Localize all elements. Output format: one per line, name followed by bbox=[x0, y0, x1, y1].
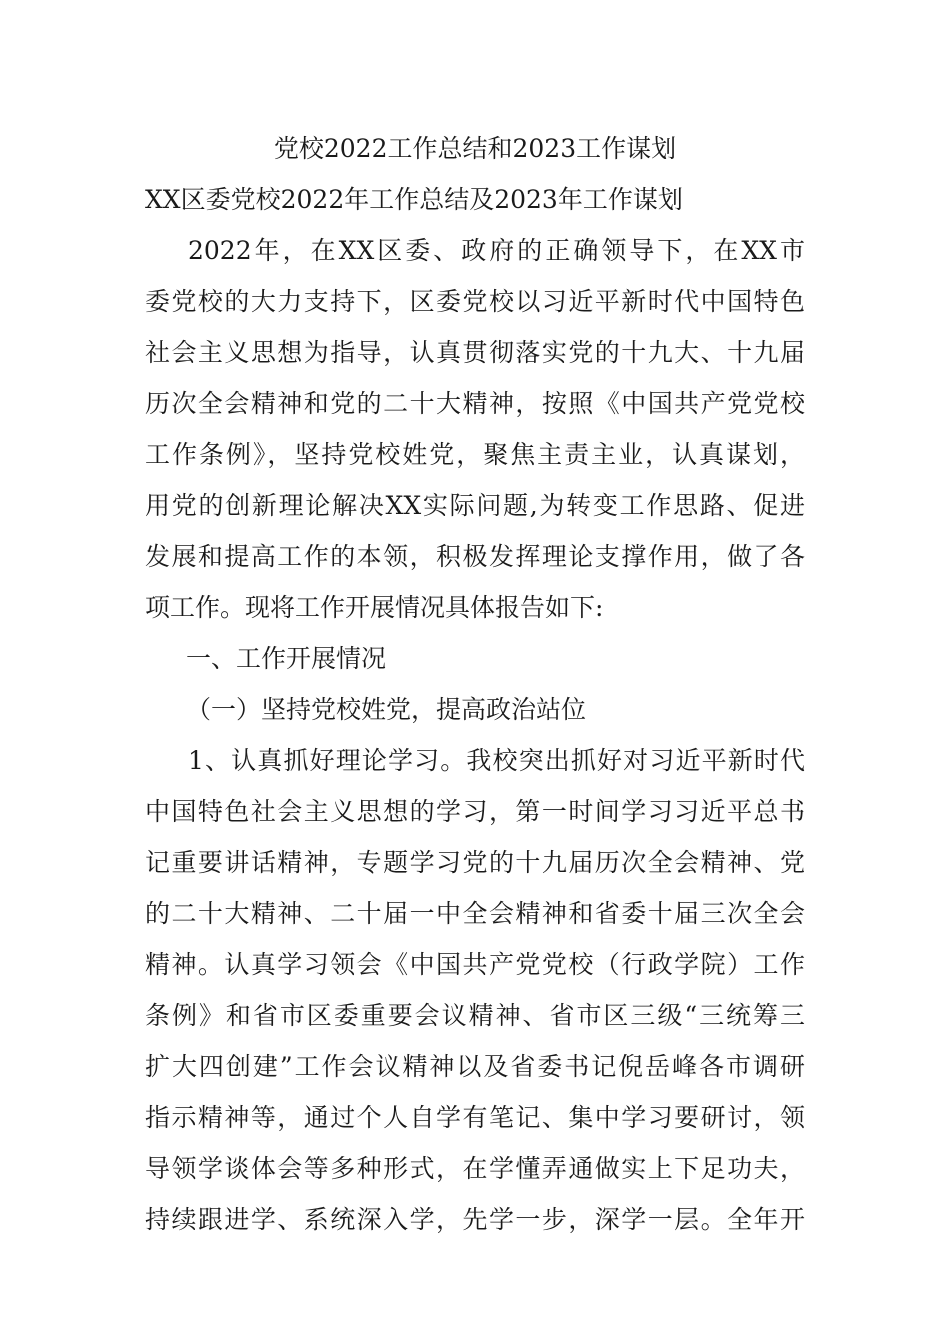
paragraph-line: 记重要讲话精神，专题学习党的十九届历次全会精神、党 bbox=[145, 848, 805, 877]
paragraph-line: 2022年，在XX区委、政府的正确领导下，在XX市 bbox=[188, 236, 805, 265]
paragraph-line: 扩大四创建”工作会议精神以及省委书记倪岳峰各市调研 bbox=[145, 1052, 805, 1081]
document-title: 党校2022工作总结和2023工作谋划 bbox=[273, 134, 677, 163]
paragraph-line: 历次全会精神和党的二十大精神，按照《中国共产党党校 bbox=[145, 389, 805, 418]
section-heading: 一、工作开展情况 bbox=[186, 644, 387, 673]
paragraph-line: 项工作。现将工作开展情况具体报告如下: bbox=[145, 593, 604, 622]
paragraph-line: 精神。认真学习领会《中国共产党党校（行政学院）工作 bbox=[145, 950, 805, 979]
paragraph-line: 的二十大精神、二十届一中全会精神和省委十届三次全会 bbox=[145, 899, 805, 928]
paragraph-line: 1、认真抓好理论学习。我校突出抓好对习近平新时代 bbox=[188, 746, 805, 775]
paragraph-line: 委党校的大力支持下，区委党校以习近平新时代中国特色 bbox=[145, 287, 805, 316]
paragraph-line: 工作条例》，坚持党校姓党，聚焦主责主业，认真谋划， bbox=[145, 440, 805, 469]
paragraph-line: 持续跟进学、系统深入学，先学一步，深学一层。全年开 bbox=[145, 1205, 805, 1234]
paragraph-line: 条例》和省市区委重要会议精神、省市区三级“三统筹三 bbox=[145, 1001, 805, 1030]
paragraph-line: 发展和提高工作的本领，积极发挥理论支撑作用，做了各 bbox=[145, 542, 805, 571]
paragraph-line: 社会主义思想为指导，认真贯彻落实党的十九大、十九届 bbox=[145, 338, 805, 367]
paragraph-line: 中国特色社会主义思想的学习，第一时间学习习近平总书 bbox=[145, 797, 805, 826]
document-subtitle: XX区委党校2022年工作总结及2023年工作谋划 bbox=[145, 185, 683, 214]
subsection-heading: （一）坚持党校姓党，提高政治站位 bbox=[186, 695, 587, 724]
paragraph-line: 导领学谈体会等多种形式，在学懂弄通做实上下足功夫， bbox=[145, 1154, 805, 1183]
paragraph-line: 用党的创新理论解决XX实际问题,为转变工作思路、促进 bbox=[145, 491, 805, 520]
paragraph-line: 指示精神等，通过个人自学有笔记、集中学习要研讨，领 bbox=[145, 1103, 805, 1132]
